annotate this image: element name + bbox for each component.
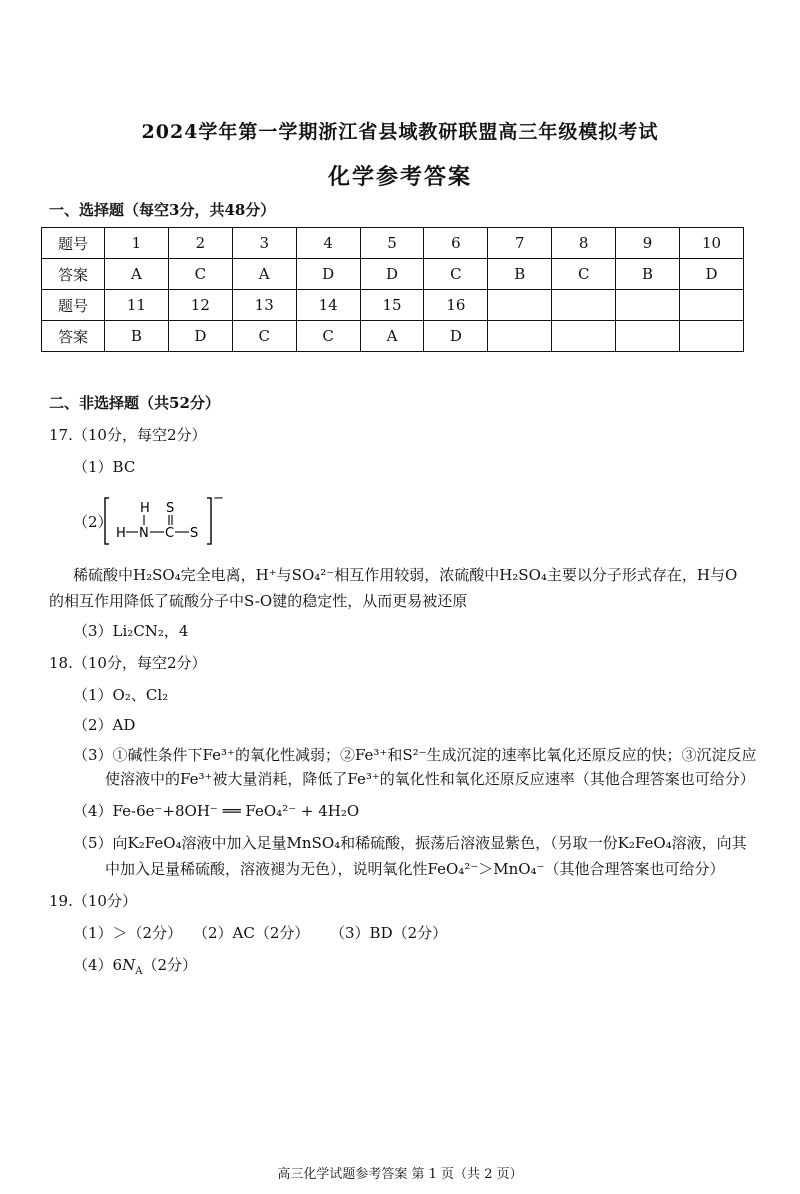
row-label: 答案	[42, 321, 105, 352]
answer-table	[41, 227, 744, 352]
table-cell: 16	[424, 290, 488, 321]
struct-charge: −	[213, 492, 224, 506]
q19-part3: （3）BD（2分）	[330, 924, 448, 942]
q17-part1: （1）BC	[73, 458, 136, 476]
table-cell: 15	[360, 290, 424, 321]
section-heading-nonchoice: 二、非选择题（共52分）	[49, 394, 220, 412]
q19-part2: （2）AC（2分）	[193, 924, 310, 942]
table-cell: 10	[680, 228, 744, 259]
table-cell	[552, 321, 616, 352]
table-cell: 6	[424, 228, 488, 259]
q18-part3-line2: 使溶液中的Fe³⁺被大量消耗，降低了Fe³⁺的氧化性和氧化还原反应速率（其他合理答案也可给分）	[105, 770, 755, 788]
row-label: 题号	[42, 228, 105, 259]
q17-part3: （3）Li₂CN₂，4	[73, 622, 189, 640]
table-cell: C	[424, 259, 488, 290]
table-cell: 8	[552, 228, 616, 259]
page-footer: 高三化学试题参考答案 第 1 页（共 2 页）	[277, 1167, 523, 1182]
page-title: 2024学年第一学期浙江省县域教研联盟高三年级模拟考试	[141, 121, 659, 143]
table-cell	[680, 321, 744, 352]
table-cell: D	[360, 259, 424, 290]
table-cell	[552, 290, 616, 321]
q17-header: 17.（10分，每空2分）	[49, 426, 207, 444]
table-cell: 12	[168, 290, 232, 321]
struct-h-left: H	[116, 526, 126, 541]
table-cell: A	[232, 259, 296, 290]
table-cell: 4	[296, 228, 360, 259]
q19-header: 19.（10分）	[49, 892, 137, 910]
q18-part1: （1）O₂、Cl₂	[73, 686, 169, 704]
section-heading-choice: 一、选择题（每空3分，共48分）	[49, 201, 276, 219]
table-cell: 14	[296, 290, 360, 321]
q18-part5-line2: 中加入足量稀硫酸，溶液褪为无色），说明氧化性FeO₄²⁻＞MnO₄⁻（其他合理答案也可给分）	[105, 860, 725, 878]
table-cell: D	[424, 321, 488, 352]
table-row	[42, 228, 744, 259]
table-row	[42, 259, 744, 290]
table-cell: C	[168, 259, 232, 290]
table-cell	[488, 321, 552, 352]
table-cell	[680, 290, 744, 321]
table-cell: A	[360, 321, 424, 352]
table-cell: 2	[168, 228, 232, 259]
row-label: 题号	[42, 290, 105, 321]
table-cell: D	[168, 321, 232, 352]
thiocarbamate-structure	[103, 492, 228, 550]
q18-part3-line1: （3）①碱性条件下Fe³⁺的氧化性减弱；②Fe³⁺和S²⁻生成沉淀的速率比氧化还原反应的快；③沉淀反应	[73, 746, 757, 764]
table-cell: D	[680, 259, 744, 290]
table-cell: 3	[232, 228, 296, 259]
table-cell: A	[105, 259, 169, 290]
page-subtitle: 化学参考答案	[327, 164, 472, 190]
q18-part2: （2）AD	[73, 716, 136, 734]
table-cell	[616, 290, 680, 321]
table-cell	[616, 321, 680, 352]
table-cell: B	[105, 321, 169, 352]
table-cell: 7	[488, 228, 552, 259]
table-cell: C	[552, 259, 616, 290]
row-label: 答案	[42, 259, 105, 290]
struct-c: C	[165, 526, 175, 541]
q18-part4: （4）Fe-6e⁻+8OH⁻ ══ FeO₄²⁻ + 4H₂O	[73, 802, 360, 820]
table-cell: D	[296, 259, 360, 290]
q19-part4: $(4)6N_A(2$分）	[73, 956, 197, 977]
table-cell: 1	[105, 228, 169, 259]
table-row	[42, 290, 744, 321]
q18-part5-line1: （5）向K₂FeO₄溶液中加入足量MnSO₄和稀硫酸，振荡后溶液显紫色，（另取一份K₂FeO₄溶液，向其	[73, 834, 747, 852]
table-cell: B	[616, 259, 680, 290]
q17-part2-label: （2）	[73, 513, 113, 531]
table-row	[42, 321, 744, 352]
table-cell: 5	[360, 228, 424, 259]
table-cell	[488, 290, 552, 321]
struct-h-top: H	[140, 501, 150, 516]
struct-s-top: S	[166, 501, 175, 516]
table-cell: 9	[616, 228, 680, 259]
table-cell: 11	[105, 290, 169, 321]
q17-explanation-line2: 的相互作用降低了硫酸分子中S-O键的稳定性，从而更易被还原	[49, 592, 468, 610]
q17-explanation-line1: 稀硫酸中H₂SO₄完全电离，H⁺与SO₄²⁻相互作用较弱，浓硫酸中H₂SO₄主要以分子形式存在，H与O	[73, 566, 738, 584]
table-cell: 13	[232, 290, 296, 321]
q18-header: 18.（10分，每空2分）	[49, 654, 207, 672]
struct-n: N	[139, 526, 149, 541]
table-cell: C	[232, 321, 296, 352]
table-cell: C	[296, 321, 360, 352]
q19-part1: （1）＞（2分）	[73, 924, 183, 942]
table-cell: B	[488, 259, 552, 290]
struct-s-right: S	[190, 526, 199, 541]
